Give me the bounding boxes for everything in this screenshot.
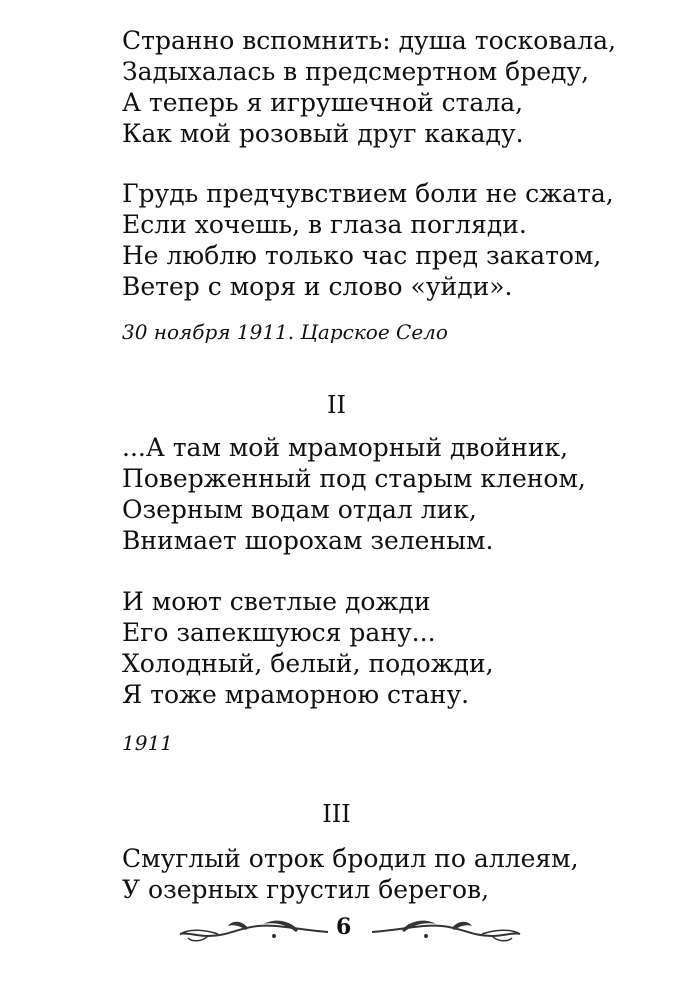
- poem-line: Задыхалась в предсмертном бреду,: [122, 57, 590, 86]
- poem-line: Я тоже мраморною стану.: [122, 680, 470, 709]
- poem-line: Смуглый отрок бродил по аллеям,: [122, 844, 579, 873]
- poem-line: Внимает шорохам зеленым.: [122, 526, 494, 555]
- poem-line: Если хочешь, в глаза погляди.: [122, 210, 527, 239]
- poem-line: Его запекшуюся рану...: [122, 618, 436, 647]
- poem-line: Поверженный под старым кленом,: [122, 464, 586, 493]
- poem-line: Озерным водам отдал лик,: [122, 495, 477, 524]
- poem-line: А теперь я игрушечной стала,: [122, 88, 524, 117]
- poem-line: И моют светлые дожди: [122, 587, 431, 616]
- section-heading: III: [322, 800, 351, 828]
- poem-line: Ветер с моря и слово «уйди».: [122, 272, 513, 301]
- poem-date: 30 ноября 1911. Царское Село: [122, 320, 448, 344]
- right-flourish-ornament-icon: [372, 914, 522, 944]
- poem-line: Грудь предчувствием боли не сжата,: [122, 179, 614, 208]
- poem-line: Холодный, белый, подожди,: [122, 649, 494, 678]
- page-number: 6: [336, 914, 352, 940]
- poem-line: У озерных грустил берегов,: [122, 875, 490, 904]
- poem-line: Не люблю только час пред закатом,: [122, 241, 602, 270]
- poem-line: ...А там мой мраморный двойник,: [122, 433, 569, 462]
- section-heading: II: [327, 391, 346, 419]
- left-flourish-ornament-icon: [178, 914, 328, 944]
- poem-line: Странно вспомнить: душа тосковала,: [122, 26, 617, 55]
- poem-date: 1911: [122, 731, 173, 755]
- poem-line: Как мой розовый друг какаду.: [122, 119, 524, 148]
